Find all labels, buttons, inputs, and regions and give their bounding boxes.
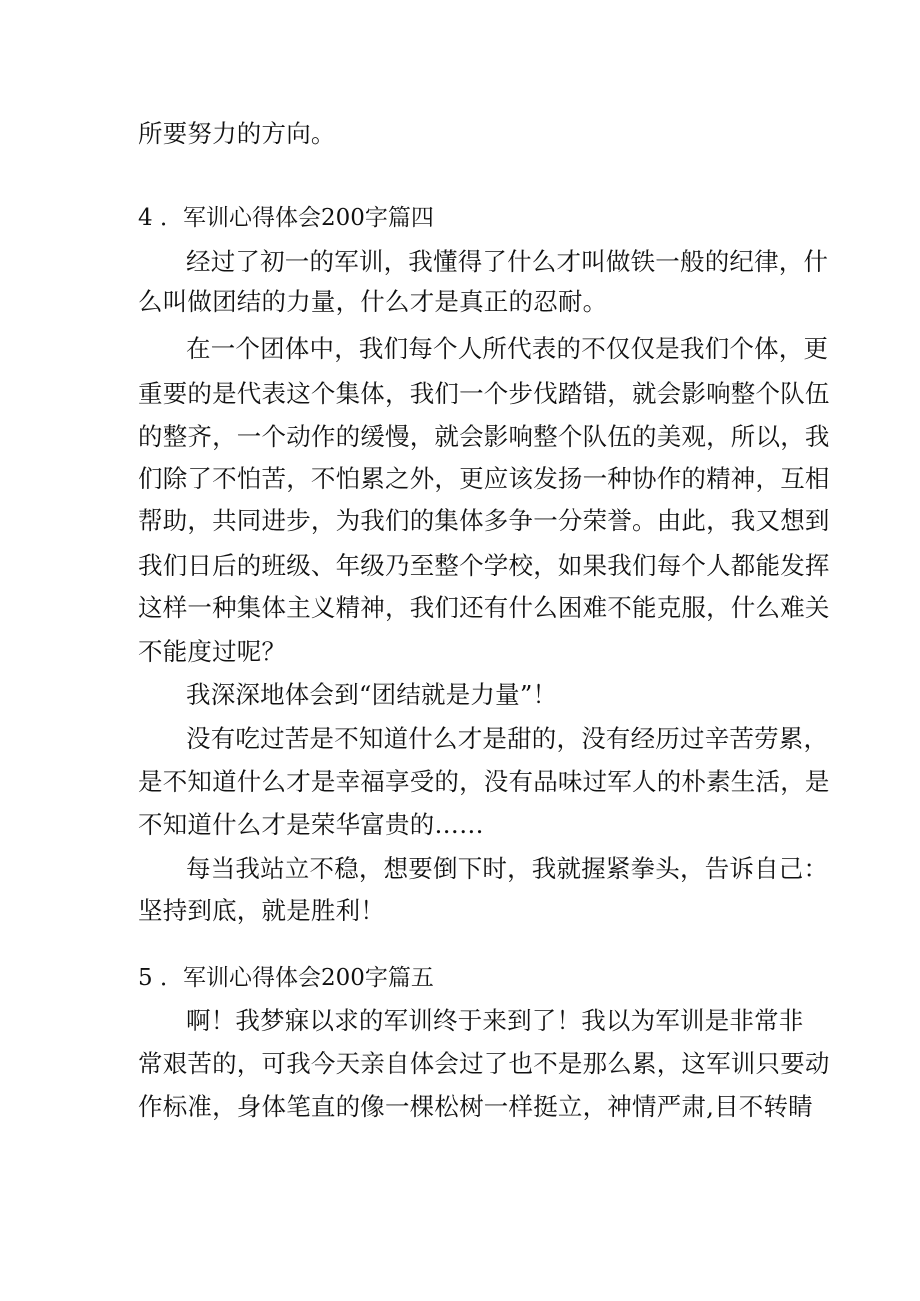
paragraph-line: 所要努力的方向。 bbox=[138, 119, 336, 148]
paragraph-line: 我们日后的班级、年级乃至整个学校，如果我们每个人都能发挥 bbox=[138, 551, 830, 580]
paragraph-line: 的整齐，一个动作的缓慢，就会影响整个队伍的美观，所以，我 bbox=[138, 422, 830, 451]
paragraph-line: 坚持到底，就是胜利！ bbox=[138, 896, 385, 925]
paragraph-line: 啊！我梦寐以求的军训终于来到了！我以为军训是非常非 bbox=[186, 1006, 804, 1035]
paragraph-line: 这样一种集体主义精神，我们还有什么困难不能克服，什么难关 bbox=[138, 593, 830, 622]
section-heading-5: 5 ．军训心得体会200字篇五 bbox=[138, 965, 434, 991]
paragraph-line: 是不知道什么才是幸福享受的，没有品味过军人的朴素生活，是 bbox=[138, 767, 830, 796]
paragraph-line: 没有吃过苦是不知道什么才是甜的，没有经历过辛苦劳累， bbox=[186, 724, 829, 753]
paragraph-line: 我深深地体会到“团结就是力量”！ bbox=[186, 680, 558, 709]
section-heading-4: 4 ．军训心得体会200字篇四 bbox=[138, 205, 434, 231]
paragraph-line: 重要的是代表这个集体，我们一个步伐踏错，就会影响整个队伍 bbox=[138, 379, 830, 408]
paragraph-line: 在一个团体中，我们每个人所代表的不仅仅是我们个体，更 bbox=[186, 334, 829, 363]
paragraph-line: 不能度过呢？ bbox=[138, 637, 287, 666]
paragraph-line: 每当我站立不稳，想要倒下时，我就握紧拳头，告诉自己： bbox=[186, 854, 829, 883]
paragraph-line: 么叫做团结的力量，什么才是真正的忍耐。 bbox=[138, 287, 608, 316]
paragraph-line: 帮助，共同进步，为我们的集体多争一分荣誉。由此，我又想到 bbox=[138, 506, 830, 535]
paragraph-line: 经过了初一的军训，我懂得了什么才叫做铁一般的纪律，什 bbox=[186, 247, 829, 276]
paragraph-line: 常艰苦的，可我今天亲自体会过了也不是那么累，这军训只要动 bbox=[138, 1049, 830, 1078]
paragraph-line: 不知道什么才是荣华富贵的…… bbox=[138, 810, 484, 839]
paragraph-line: 们除了不怕苦，不怕累之外，更应该发扬一种协作的精神，互相 bbox=[138, 464, 830, 493]
paragraph-line: 作标准，身体笔直的像一棵松树一样挺立，神情严肃,目不转睛 bbox=[138, 1092, 813, 1121]
